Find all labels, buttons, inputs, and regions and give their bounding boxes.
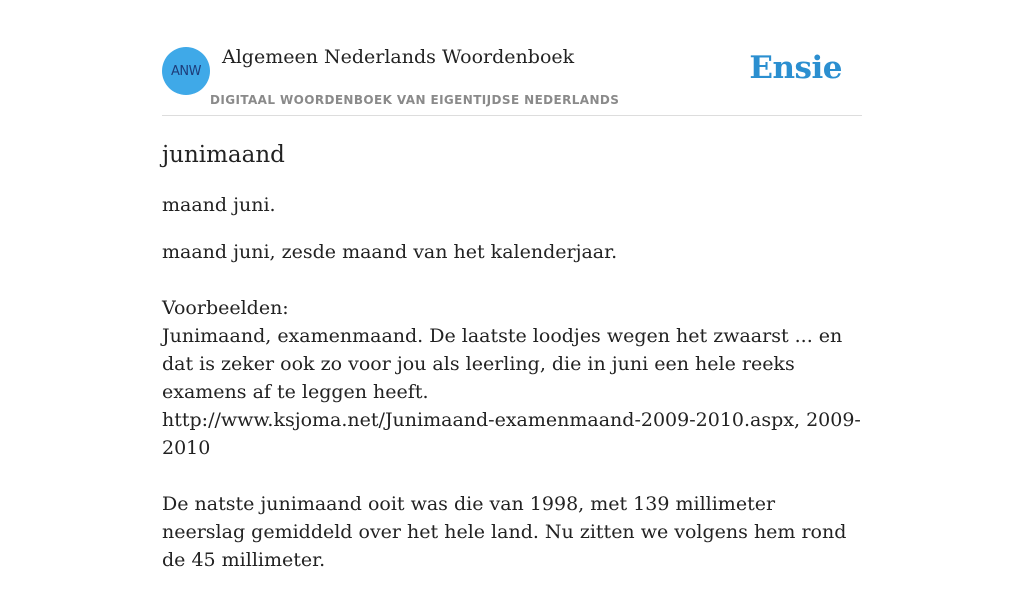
site-subtitle: DIGITAAL WOORDENBOEK VAN EIGENTIJDSE NEDERLANDS xyxy=(210,93,620,107)
example-item xyxy=(162,490,862,574)
full-definition: maand juni, zesde maand van het kalenderjaar. xyxy=(162,241,618,263)
example-item xyxy=(162,322,862,462)
example-source: http://www.ksjoma.net/Junimaand-examenmaand-2009-2010.aspx, 2009-2010 xyxy=(162,409,861,459)
short-definition: maand juni. xyxy=(162,194,276,216)
logo-text: ANW xyxy=(171,63,201,79)
page-container xyxy=(162,0,862,602)
example-text: De natste junimaand ooit was die van 1998, met 139 millimeter neerslag gemiddeld over het hele land. Nu zitten we volgens hem rond de 45 millimeter. xyxy=(162,493,847,571)
example-text: Junimaand, examenmaand. De laatste loodjes wegen het zwaarst ... en dat is zeker ook zo voor jou als leerling, die in juni een hele reeks examens af te leggen heeft. xyxy=(162,325,843,403)
site-title[interactable]: Algemeen Nederlands Woordenboek xyxy=(222,46,575,68)
anw-logo[interactable] xyxy=(162,47,210,95)
examples-label: Voorbeelden: xyxy=(162,297,289,319)
entry-word: junimaand xyxy=(162,142,285,168)
ensie-brand-link[interactable]: Ensie xyxy=(749,50,842,86)
site-header xyxy=(162,0,862,116)
examples-section xyxy=(162,294,862,574)
